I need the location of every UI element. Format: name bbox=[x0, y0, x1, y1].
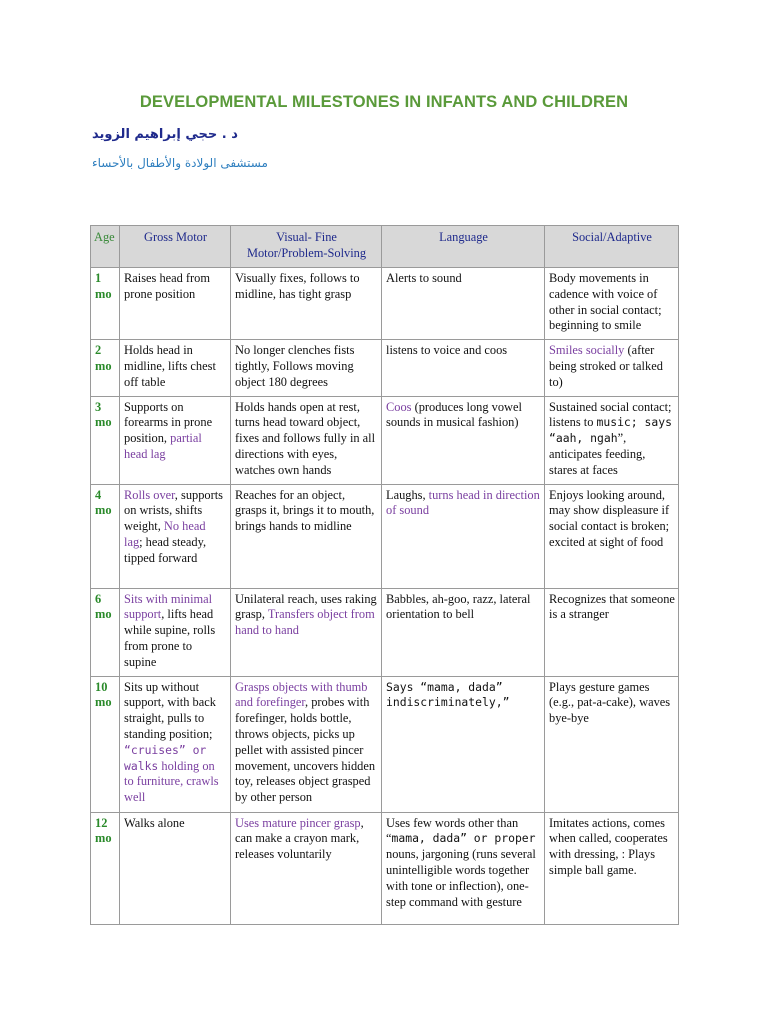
header-gross-motor: Gross Motor bbox=[120, 226, 231, 268]
gross-motor-cell: Raises head from prone position bbox=[120, 268, 231, 340]
social-cell: Sustained social contact; listens to music; says “aah, ngah”, anticipates feeding, stares at faces bbox=[545, 396, 679, 484]
gross-motor-cell: Sits up without support, with back straight, pulls to standing position; “cruises” or walks holding on to furniture, crawls well bbox=[120, 676, 231, 812]
age-cell: 6 mo bbox=[91, 588, 120, 676]
age-cell: 2 mo bbox=[91, 340, 120, 396]
social-cell: Recognizes that someone is a stranger bbox=[545, 588, 679, 676]
visual-fine-cell: Reaches for an object, grasps it, brings it to mouth, brings hands to midline bbox=[231, 484, 382, 588]
header-social-adaptive: Social/Adaptive bbox=[545, 226, 679, 268]
author-name: د . حجي إبراهيم الزويد bbox=[92, 127, 238, 142]
table-row bbox=[91, 676, 679, 812]
visual-fine-cell: Unilateral reach, uses raking grasp, Transfers object from hand to hand bbox=[231, 588, 382, 676]
table-row bbox=[91, 812, 679, 924]
social-cell: Smiles socially (after being stroked or talked to) bbox=[545, 340, 679, 396]
gross-motor-cell: Holds head in midline, lifts chest off table bbox=[120, 340, 231, 396]
table-row bbox=[91, 268, 679, 340]
social-cell: Plays gesture games (e.g., pat-a-cake), waves bye-bye bbox=[545, 676, 679, 812]
table-row bbox=[91, 588, 679, 676]
header-age: Age bbox=[91, 226, 120, 268]
header-visual-fine-motor: Visual- Fine Motor/Problem-Solving bbox=[231, 226, 382, 268]
visual-fine-cell: Visually fixes, follows to midline, has tight grasp bbox=[231, 268, 382, 340]
visual-fine-cell: Uses mature pincer grasp, can make a crayon mark, releases voluntarily bbox=[231, 812, 382, 924]
age-cell: 10 mo bbox=[91, 676, 120, 812]
header-language: Language bbox=[382, 226, 545, 268]
hospital-name: مستشفى الولادة والأطفال بالأحساء bbox=[92, 156, 268, 170]
visual-fine-cell: No longer clenches fists tightly, Follows moving object 180 degrees bbox=[231, 340, 382, 396]
visual-fine-cell: Grasps objects with thumb and forefinger, probes with forefinger, holds bottle, throws objects, picks up pellet with assisted pincer movement, uncovers hidden toy, releases object grasped by other person bbox=[231, 676, 382, 812]
language-cell: Babbles, ah-goo, razz, lateral orientation to bell bbox=[382, 588, 545, 676]
age-cell: 4 mo bbox=[91, 484, 120, 588]
page-title: DEVELOPMENTAL MILESTONES IN INFANTS AND CHILDREN bbox=[139, 93, 629, 111]
gross-motor-cell: Rolls over, supports on wrists, shifts weight, No head lag; head steady, tipped forward bbox=[120, 484, 231, 588]
table-row bbox=[91, 396, 679, 484]
language-cell: Says “mama, dada” indiscriminately,” bbox=[382, 676, 545, 812]
age-cell: 1 mo bbox=[91, 268, 120, 340]
table-row bbox=[91, 484, 679, 588]
visual-fine-cell: Holds hands open at rest, turns head toward object, fixes and follows fully in all directions with eyes, watches own hands bbox=[231, 396, 382, 484]
age-cell: 3 mo bbox=[91, 396, 120, 484]
gross-motor-cell: Supports on forearms in prone position, partial head lag bbox=[120, 396, 231, 484]
language-cell: Uses few words other than “mama, dada” or proper nouns, jargoning (runs several unintelligible words together with tone or inflection), one-step command with gesture bbox=[382, 812, 545, 924]
social-cell: Body movements in cadence with voice of other in social contact; beginning to smile bbox=[545, 268, 679, 340]
table-header-row bbox=[91, 226, 679, 268]
language-cell: Laughs, turns head in direction of sound bbox=[382, 484, 545, 588]
language-cell: Alerts to sound bbox=[382, 268, 545, 340]
social-cell: Imitates actions, comes when called, cooperates with dressing, : Plays simple ball game. bbox=[545, 812, 679, 924]
social-cell: Enjoys looking around, may show displeasure if social contact is broken; excited at sight of food bbox=[545, 484, 679, 588]
milestones-table bbox=[90, 225, 679, 925]
gross-motor-cell: Sits with minimal support, lifts head while supine, rolls from prone to supine bbox=[120, 588, 231, 676]
language-cell: Coos (produces long vowel sounds in musical fashion) bbox=[382, 396, 545, 484]
gross-motor-cell: Walks alone bbox=[120, 812, 231, 924]
language-cell: listens to voice and coos bbox=[382, 340, 545, 396]
table-row bbox=[91, 340, 679, 396]
age-cell: 12 mo bbox=[91, 812, 120, 924]
